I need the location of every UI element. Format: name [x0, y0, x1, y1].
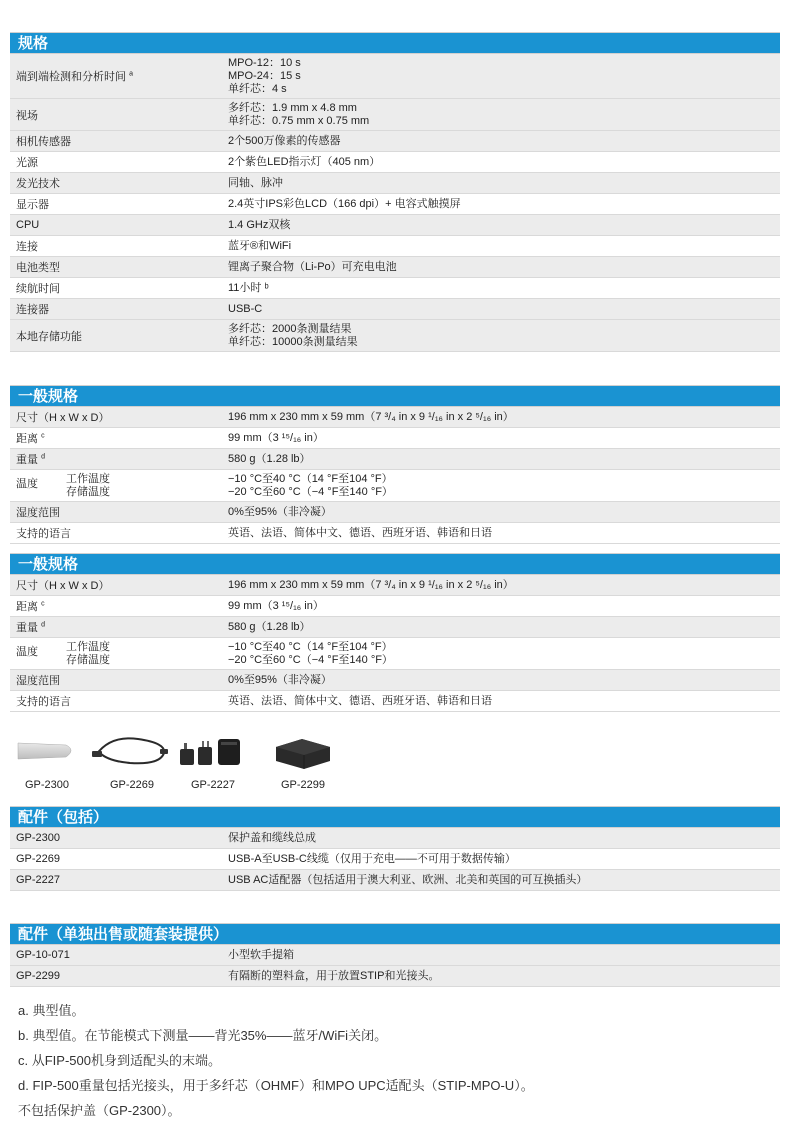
accessory-code: GP-10-071 [16, 949, 70, 961]
accessory-code: GP-2300 [16, 832, 61, 844]
table-row [10, 691, 780, 712]
table-row [10, 99, 780, 131]
row-value: 英语、法语、简体中文、德语、西班牙语、韩语和日语 [228, 526, 492, 539]
row-value: 0%至95%（非冷凝） [228, 673, 332, 686]
plastic-case-image [272, 733, 334, 771]
product-code: GP-2300 [24, 779, 70, 791]
general-spec-title: 一般规格 [10, 553, 780, 575]
sub-label: 存储温度 [66, 485, 110, 498]
row-label: 支持的语言 [16, 528, 71, 540]
row-value: 580 g（1.28 lb） [228, 452, 311, 465]
row-value: 580 g（1.28 lb） [228, 620, 311, 633]
row-value: −10 °C至40 °C（14 °F至104 °F） [228, 472, 393, 485]
row-value: 196 mm x 230 mm x 59 mm（7 ³/₄ in x 9 ¹/₁₆ in x 2 ⁵/₁₆ in） [228, 578, 514, 591]
row-value: MPO-12：10 s [228, 56, 301, 69]
row-value: 蓝牙®和WiFi [228, 239, 292, 252]
table-row [10, 470, 780, 502]
table-row [10, 670, 780, 691]
table-row [10, 236, 780, 257]
footnote-marker: c [41, 432, 45, 440]
accessory-code: GP-2269 [16, 853, 61, 865]
footnote: b. 典型值。在节能模式下测量——背光35%——蓝牙/WiFi关闭。 [18, 1028, 388, 1043]
row-value: −20 °C至60 °C（−4 °F至140 °F） [228, 485, 393, 498]
row-label: 续航时间 [16, 283, 60, 295]
row-value: 2个紫色LED指示灯（405 nm） [228, 155, 381, 168]
accessories-optional-table [10, 923, 780, 987]
footnote-marker: d [41, 453, 45, 461]
product-gp-2300 [16, 733, 78, 791]
accessory-desc: USB AC适配器（包括适用于澳大利亚、欧洲、北美和英国的可互换插头） [228, 873, 588, 886]
row-value: 单纤芯：4 s [228, 82, 287, 95]
accessories-optional-title: 配件（单独出售或随套装提供） [10, 923, 780, 945]
footnote: a. 典型值。 [18, 1003, 85, 1018]
table-row [10, 849, 780, 870]
product-code: GP-2299 [280, 779, 326, 791]
table-row [10, 54, 780, 99]
general-spec-title: 一般规格 [10, 385, 780, 407]
table-row [10, 299, 780, 320]
row-label: 距离 [16, 601, 38, 613]
accessory-desc: 保护盖和缆线总成 [228, 831, 316, 844]
row-label: 显示器 [16, 199, 49, 211]
product-gp-2269 [90, 733, 174, 791]
row-label: 电池类型 [16, 262, 60, 274]
sub-label: 工作温度 [66, 472, 110, 485]
general-spec-table [10, 385, 780, 544]
table-row [10, 428, 780, 449]
spec-table [10, 32, 780, 352]
table-row [10, 215, 780, 236]
accessories-included-table [10, 806, 780, 891]
table-row [10, 407, 780, 428]
row-value: −10 °C至40 °C（14 °F至104 °F） [228, 640, 393, 653]
row-label: 连接器 [16, 304, 49, 316]
row-label: 重量 [16, 454, 38, 466]
row-value: 2个500万像素的传感器 [228, 134, 341, 147]
table-row [10, 966, 780, 987]
product-gp-2299 [272, 733, 334, 791]
row-value: 多纤芯：1.9 mm x 4.8 mm [228, 101, 357, 114]
row-value: 多纤芯：2000条测量结果 [228, 322, 352, 335]
row-label: 湿度范围 [16, 507, 60, 519]
table-row [10, 870, 780, 891]
accessories-included-title: 配件（包括） [10, 806, 780, 828]
sub-label: 存储温度 [66, 653, 110, 666]
footnote: d. FIP-500重量包括光接头，用于多纤芯（OHMF）和MPO UPC适配头（STIP-MPO-U）。 [18, 1078, 534, 1093]
row-label: 本地存储功能 [16, 330, 82, 343]
row-value: 11小时 ᵇ [228, 281, 269, 294]
row-value: 单纤芯：0.75 mm x 0.75 mm [228, 114, 370, 127]
row-value: −20 °C至60 °C（−4 °F至140 °F） [228, 653, 393, 666]
row-label: 端到端检测和分析时间 [16, 71, 126, 83]
row-value: 同轴、脉冲 [228, 176, 283, 189]
table-row [10, 523, 780, 544]
row-value: 0%至95%（非冷凝） [228, 505, 332, 518]
row-label: 尺寸（H x W x D） [16, 580, 110, 592]
accessory-desc: USB-A至USB-C线缆（仅用于充电——不可用于数据传输） [228, 852, 516, 865]
row-label: 湿度范围 [16, 675, 60, 687]
row-label: 相机传感器 [16, 136, 71, 148]
sub-label: 工作温度 [66, 640, 110, 653]
general-spec-table [10, 553, 780, 712]
table-row [10, 278, 780, 299]
table-row [10, 131, 780, 152]
row-label: 支持的语言 [16, 696, 71, 708]
product-code: GP-2269 [109, 779, 155, 791]
product-images [10, 733, 780, 793]
row-value: 单纤芯：10000条测量结果 [228, 335, 358, 348]
row-label: 尺寸（H x W x D） [16, 412, 110, 424]
table-row [10, 449, 780, 470]
row-value: MPO-24：15 s [228, 69, 301, 82]
row-value: USB-C [228, 302, 263, 315]
table-row [10, 502, 780, 523]
ac-adapter-image [174, 733, 252, 771]
table-row [10, 828, 780, 849]
footnote-marker: a [129, 70, 133, 78]
footnote: 不包括保护盖（GP-2300）。 [18, 1103, 181, 1118]
row-value: 99 mm（3 ¹⁵/₁₆ in） [228, 599, 324, 612]
row-label: 温度 [16, 645, 38, 658]
footnote-marker: d [41, 621, 45, 629]
row-label: 距离 [16, 433, 38, 445]
row-value: 99 mm（3 ¹⁵/₁₆ in） [228, 431, 324, 444]
row-value: 英语、法语、简体中文、德语、西班牙语、韩语和日语 [228, 694, 492, 707]
row-label: 光源 [16, 157, 38, 169]
row-value: 1.4 GHz双核 [228, 218, 291, 231]
row-value: 2.4英寸IPS彩色LCD（166 dpi）+ 电容式触摸屏 [228, 197, 461, 210]
footnotes [18, 998, 778, 1123]
table-row [10, 194, 780, 215]
row-label: 发光技术 [16, 178, 60, 190]
accessory-code: GP-2227 [16, 874, 61, 886]
table-row [10, 617, 780, 638]
product-gp-2227 [174, 733, 252, 791]
row-label: CPU [16, 219, 40, 231]
footnote-marker: c [41, 600, 45, 608]
protective-cap-image [16, 733, 78, 771]
accessory-code: GP-2299 [16, 970, 61, 982]
table-row [10, 257, 780, 278]
row-label: 重量 [16, 622, 38, 634]
row-value: 锂离子聚合物（Li-Po）可充电电池 [228, 260, 397, 273]
table-row [10, 320, 780, 352]
table-row [10, 152, 780, 173]
product-code: GP-2227 [190, 779, 236, 791]
table-row [10, 638, 780, 670]
table-row [10, 945, 780, 966]
table-row [10, 596, 780, 617]
row-label: 温度 [16, 477, 38, 490]
footnote: c. 从FIP-500机身到适配头的末端。 [18, 1053, 221, 1068]
accessory-desc: 小型软手提箱 [228, 948, 294, 961]
spec-title: 规格 [10, 32, 780, 54]
row-label: 连接 [16, 241, 38, 253]
table-row [10, 173, 780, 194]
accessory-desc: 有隔断的塑料盒，用于放置STIP和光接头。 [228, 969, 440, 982]
row-label: 视场 [16, 109, 38, 122]
row-value: 196 mm x 230 mm x 59 mm（7 ³/₄ in x 9 ¹/₁₆ in x 2 ⁵/₁₆ in） [228, 410, 514, 423]
usb-cable-image [90, 733, 174, 771]
table-row [10, 575, 780, 596]
